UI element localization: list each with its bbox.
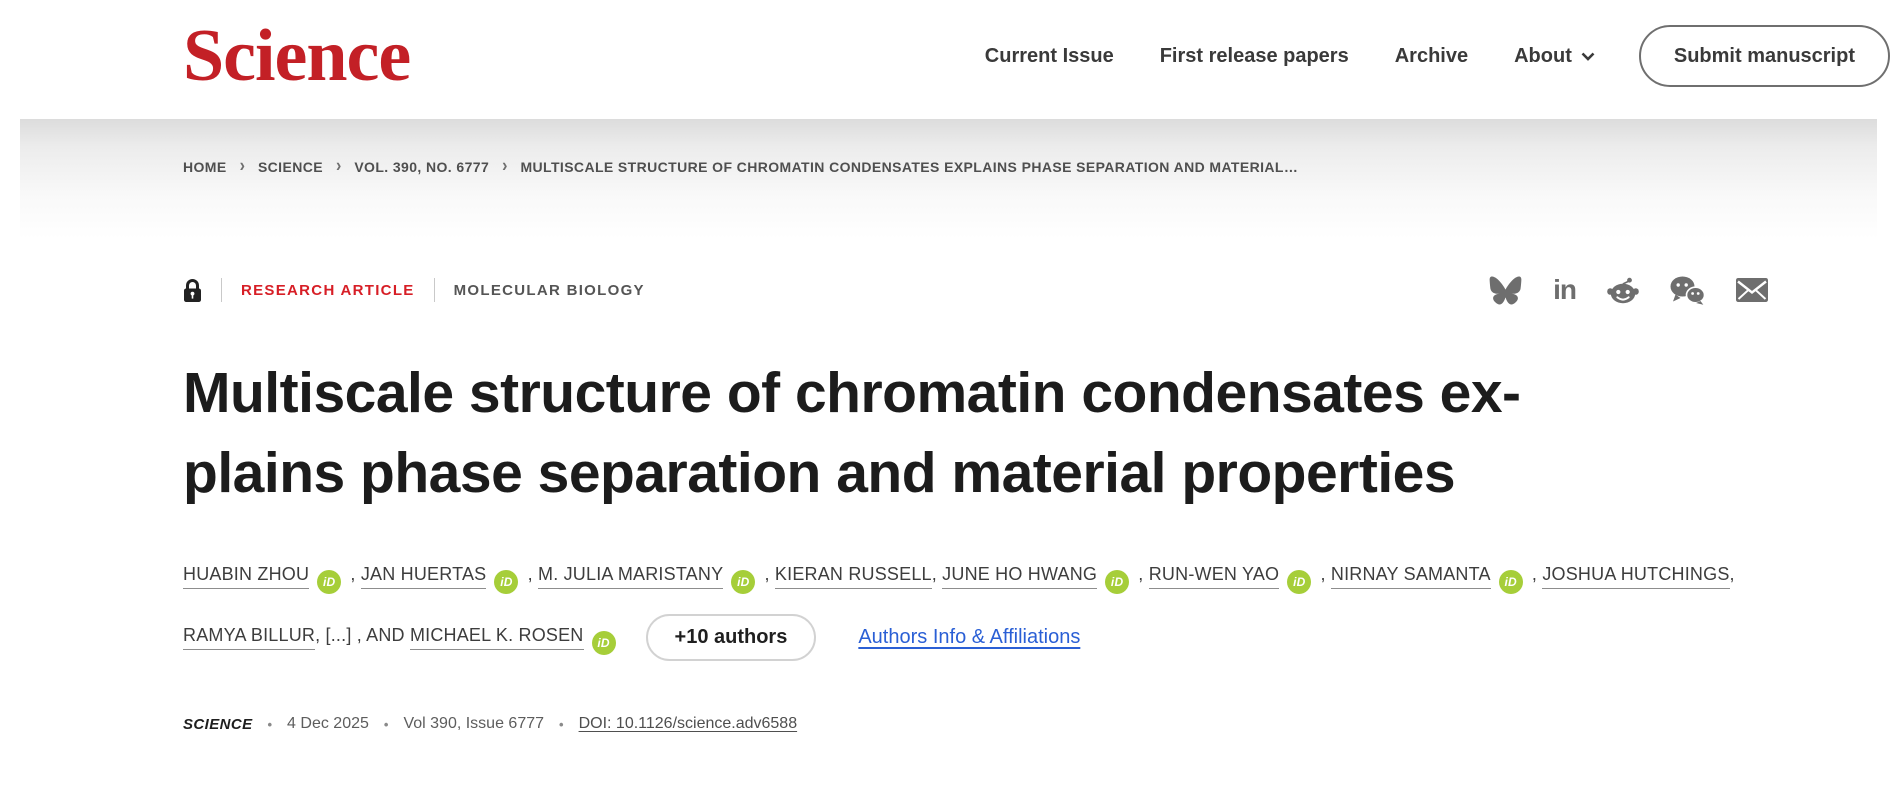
breadcrumb-band [20, 119, 1877, 269]
author-separator: , [931, 564, 943, 584]
article-title-line-1: Multiscale structure of chromatin condensates ex- [183, 361, 1521, 425]
author-name-link[interactable]: JAN HUERTAS [361, 564, 487, 589]
breadcrumb-separator-icon: › [335, 156, 342, 177]
nav-item-archive[interactable] [1395, 45, 1468, 68]
author-name-link[interactable]: JOSHUA HUTCHINGS [1542, 564, 1729, 589]
divider [221, 278, 222, 302]
orcid-icon[interactable]: iD [731, 570, 755, 594]
orcid-icon[interactable]: iD [1105, 570, 1129, 594]
orcid-icon[interactable]: iD [317, 570, 341, 594]
article-header [0, 273, 1901, 733]
authors-info-affiliations-link[interactable]: Authors Info & Affiliations [858, 626, 1081, 648]
author-line-2-row [183, 614, 1901, 661]
article-title-line-2: plains phase separation and material properties [183, 441, 1456, 505]
author-line-2 [183, 620, 620, 655]
author-separator: , [1315, 564, 1331, 584]
breadcrumb-item: MULTISCALE STRUCTURE OF CHROMATIN CONDENSATES EXPLAINS PHASE SEPARATION AND MATERIAL… [520, 159, 1299, 175]
nav-item-label: Current Issue [984, 44, 1114, 67]
author-separator: , [1729, 564, 1735, 584]
reddit-icon[interactable] [1607, 277, 1639, 304]
author-name-link[interactable]: RAMYA BILLUR [183, 625, 315, 650]
author-name-link[interactable]: M. JULIA MARISTANY [538, 564, 723, 589]
author-name-link[interactable]: JUNE HO HWANG [942, 564, 1097, 589]
authors-block [183, 559, 1901, 661]
more-authors-button[interactable]: +10 authors [646, 614, 817, 661]
nav-item-about[interactable] [1514, 45, 1595, 68]
science-logo[interactable]: Science [183, 15, 411, 97]
wechat-icon[interactable] [1670, 276, 1705, 305]
author-line-1 [183, 559, 1901, 594]
author-separator: , [759, 564, 775, 584]
subject-label[interactable]: MOLECULAR BIOLOGY [453, 281, 645, 299]
divider [434, 278, 435, 302]
chevron-down-icon [1581, 52, 1595, 61]
main-nav [985, 45, 1595, 68]
doi-link[interactable]: DOI: 10.1126/science.adv6588 [578, 715, 798, 732]
article-type-label[interactable]: RESEARCH ARTICLE [241, 281, 415, 299]
meta-separator-dot: • [383, 716, 389, 732]
nav-item-label: Archive [1394, 44, 1469, 67]
breadcrumb [183, 156, 1877, 177]
author-name-link[interactable]: MICHAEL K. ROSEN [410, 625, 584, 650]
author-name-link[interactable]: RUN-WEN YAO [1149, 564, 1280, 589]
lock-icon [183, 278, 202, 303]
nav-item-first-release-papers[interactable] [1160, 45, 1349, 68]
meta-separator-dot: • [559, 716, 564, 732]
nav-item-label: First release papers [1159, 44, 1349, 67]
author-separator: , [345, 564, 361, 584]
breadcrumb-separator-icon: › [502, 156, 508, 177]
breadcrumb-item[interactable]: VOL. 390, NO. 6777 [354, 159, 490, 175]
journal-name: SCIENCE [183, 715, 253, 733]
orcid-icon[interactable]: iD [494, 570, 518, 594]
author-separator: , [522, 564, 538, 584]
author-separator: , [1526, 564, 1543, 584]
linkedin-icon[interactable]: in [1553, 274, 1576, 305]
share-icon-row [1489, 276, 1768, 305]
author-name-link[interactable]: HUABIN ZHOU [183, 564, 309, 589]
orcid-icon[interactable]: iD [1287, 570, 1311, 594]
article-title [183, 353, 1901, 513]
breadcrumb-item[interactable]: SCIENCE [257, 159, 323, 175]
bluesky-icon[interactable] [1489, 276, 1522, 305]
nav-item-current-issue[interactable] [985, 45, 1114, 68]
submit-manuscript-button[interactable]: Submit manuscript [1639, 25, 1890, 87]
breadcrumb-separator-icon: › [239, 156, 245, 177]
orcid-icon[interactable]: iD [1499, 570, 1523, 594]
author-plain-text: [...] , AND [325, 625, 410, 645]
volume-issue: Vol 390, Issue 6777 [403, 715, 545, 732]
article-meta-row [183, 715, 1901, 733]
nav-item-label: About [1514, 44, 1572, 67]
orcid-icon[interactable]: iD [592, 631, 616, 655]
author-separator: , [315, 625, 326, 645]
author-separator: , [1133, 564, 1149, 584]
author-name-link[interactable]: NIRNAY SAMANTA [1331, 564, 1491, 589]
email-icon[interactable] [1736, 278, 1768, 302]
author-name-link[interactable]: KIERAN RUSSELL [775, 564, 932, 589]
category-row [183, 273, 1901, 307]
meta-separator-dot: • [267, 716, 273, 732]
publication-date: 4 Dec 2025 [287, 715, 369, 732]
breadcrumb-item[interactable]: HOME [183, 159, 227, 175]
site-header [0, 0, 1901, 112]
